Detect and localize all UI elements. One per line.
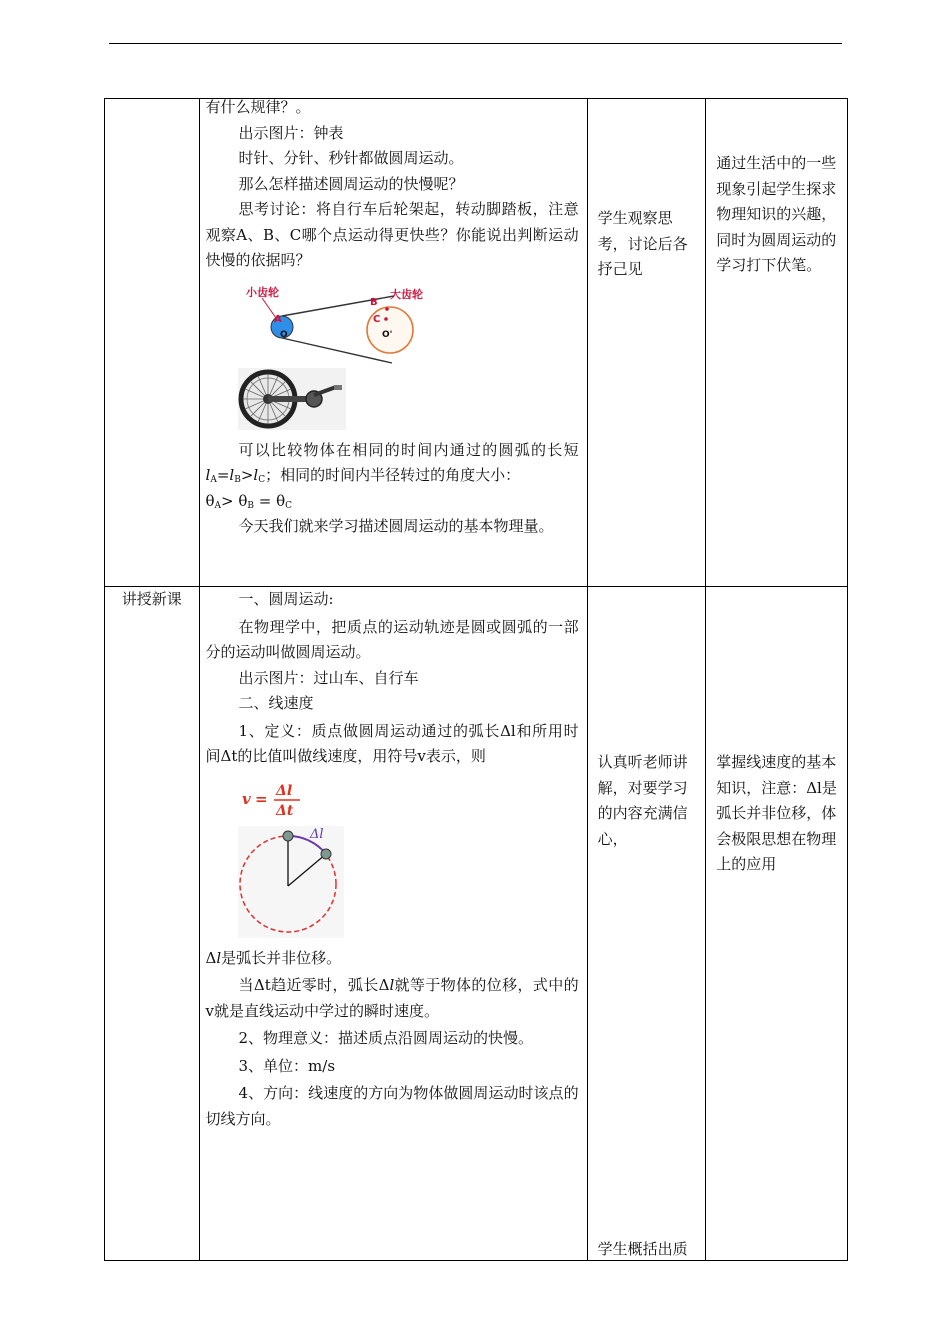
design-intent-text: 通过生活中的一些现象引起学生探求物理知识的兴趣，同时为圆周运动的学习打下伏笔。 bbox=[716, 154, 837, 274]
section-heading: 二、线速度 bbox=[238, 694, 314, 712]
point-b-label: B bbox=[369, 296, 378, 308]
center-o-label: O bbox=[279, 329, 288, 340]
svg-text:Δl: Δl bbox=[275, 782, 292, 799]
content-line: 3、单位：m/s bbox=[238, 1056, 336, 1075]
center-o-prime-label: O' bbox=[381, 329, 392, 340]
design-intent-cell bbox=[706, 99, 848, 587]
teaching-content-cell bbox=[199, 99, 587, 587]
student-activity-text-bottom: 学生概括出质 bbox=[597, 1239, 688, 1258]
definition-text: 1、定义：质点做圆周运动通过的弧长Δl和所用时间Δt的比值叫做线速度，用符号v表示，则 bbox=[205, 721, 579, 765]
student-activity-text: 学生观察思考，讨论后各抒己见 bbox=[597, 209, 688, 278]
limit-explanation: 当Δt趋近零时，弧长Δl就等于物体的位移，式中的v就是直线运动中学过的瞬时速度。 bbox=[205, 976, 579, 1020]
discussion-prompt: 思考讨论：将自行车后轮架起，转动脚踏板，注意观察A、B、C哪个点运动得更快些？你能说出判断运动快慢的依据吗？ bbox=[205, 200, 579, 269]
content-line: 时针、分针、秒针都做圆周运动。 bbox=[238, 149, 464, 167]
student-activity-cell bbox=[587, 587, 706, 1261]
bicycle-wheel-photo bbox=[238, 368, 346, 430]
content-line: 那么怎样描述圆周运动的快慢呢？ bbox=[238, 174, 464, 193]
comparison-text: 可以比较物体在相同的时间内通过的圆弧的长短$l_A=l_B>l_C$；相同的时间内半径转过的角度大小： bbox=[205, 440, 579, 485]
content-line: 2、物理意义：描述质点沿圆周运动的快慢。 bbox=[238, 1029, 534, 1047]
point-a-label: A bbox=[273, 313, 282, 325]
svg-text:Δt: Δt bbox=[275, 802, 293, 819]
stage-cell-empty bbox=[105, 99, 200, 587]
point-c-label: C bbox=[372, 313, 380, 325]
svg-text:v: v bbox=[241, 789, 251, 808]
design-intent-cell bbox=[706, 587, 848, 1261]
stage-cell bbox=[105, 587, 200, 1261]
content-line: 今天我们就来学习描述圆周运动的基本物理量。 bbox=[238, 517, 554, 535]
stage-label: 讲授新课 bbox=[121, 590, 182, 608]
content-line: 有什么规律？。 bbox=[205, 98, 311, 116]
content-line: 在物理学中，把质点的运动轨迹是圆或圆弧的一部分的运动叫做圆周运动。 bbox=[205, 617, 579, 661]
content-line: 出示图片：钟表 bbox=[238, 123, 344, 142]
table-row-intro bbox=[105, 99, 848, 587]
student-activity-text: 认真听老师讲解，对要学习的内容充满信心， bbox=[597, 753, 688, 848]
section-heading: 一、圆周运动: bbox=[238, 590, 334, 608]
big-gear-label: 大齿轮 bbox=[389, 287, 423, 301]
student-activity-cell bbox=[587, 99, 706, 587]
gear-diagram bbox=[236, 284, 436, 366]
content-line: 4、方向：线速度的方向为物体做圆周运动时该点的切线方向。 bbox=[205, 1084, 579, 1128]
velocity-formula bbox=[240, 780, 310, 820]
arc-label: Δl bbox=[309, 826, 324, 842]
lesson-plan-table bbox=[104, 98, 848, 1261]
header-rule bbox=[109, 43, 842, 44]
note-text: Δl是弧长并非位移。 bbox=[205, 948, 342, 967]
teaching-content-cell bbox=[199, 587, 587, 1261]
small-gear-label: 小齿轮 bbox=[245, 285, 279, 299]
table-row-new-lesson bbox=[105, 587, 848, 1261]
content-line: 出示图片：过山车、自行车 bbox=[238, 668, 419, 687]
angle-comparison: $\theta_A> \theta_B = \theta_C$ bbox=[205, 491, 293, 511]
design-intent-text: 掌握线速度的基本知识，注意：Δl是弧长并非位移，体会极限思想在物理上的应用 bbox=[716, 753, 837, 873]
arc-length-diagram bbox=[238, 826, 344, 938]
svg-text:=: = bbox=[254, 789, 268, 808]
